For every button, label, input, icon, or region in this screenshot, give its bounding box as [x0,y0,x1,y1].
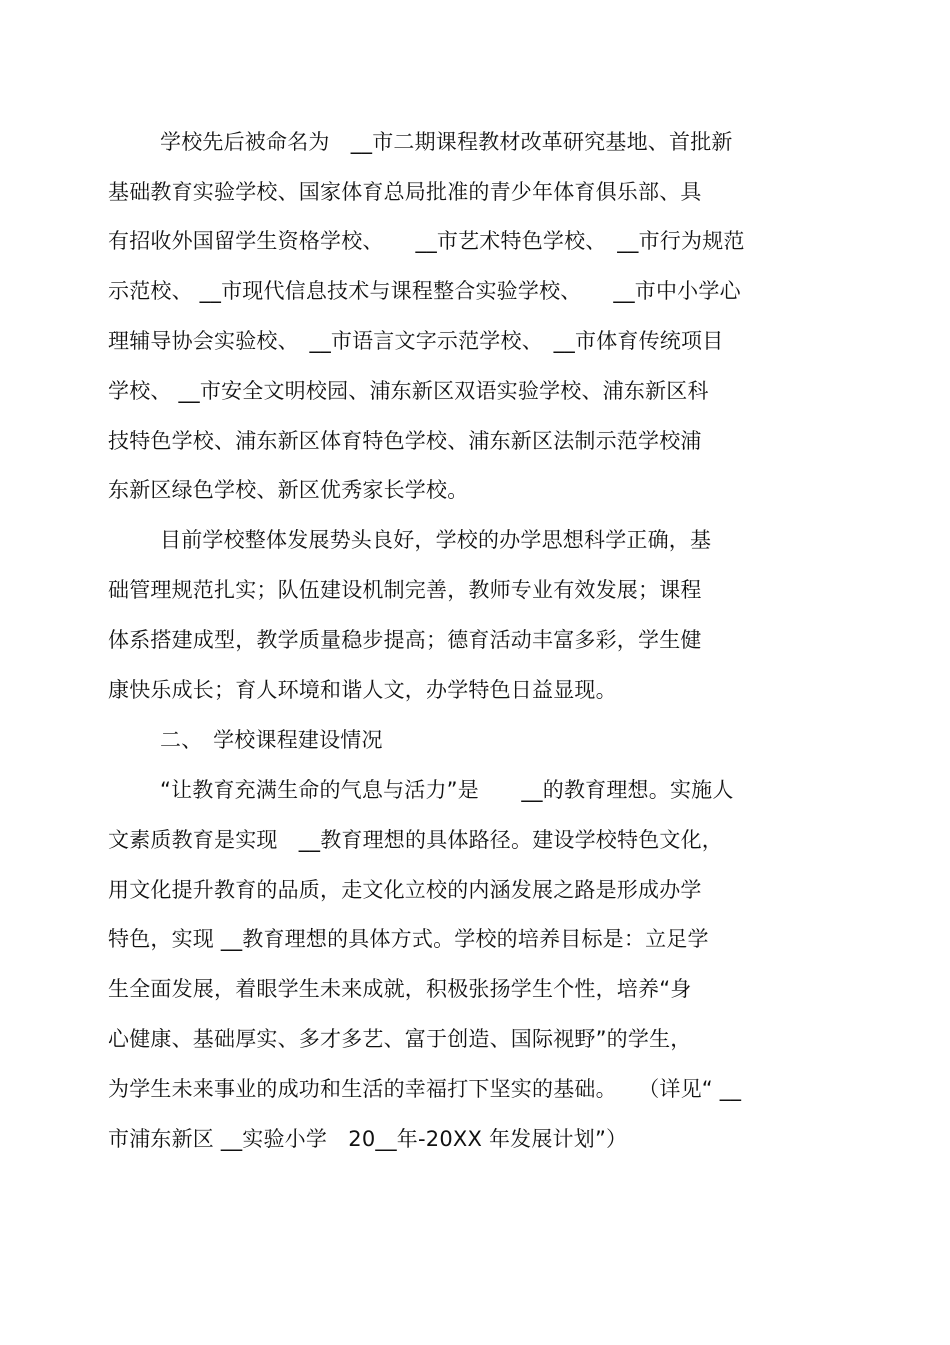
paragraph-line: 生全面发展，着眼学生未来成就，积极张扬学生个性，培养“身 [108,977,692,1001]
paragraph-line: 础管理规范扎实；队伍建设机制完善，教师专业有效发展；课程 [108,578,702,602]
paragraph-line: 理辅导协会实验校、 __市语言文字示范学校、 __市体育传统项目 [108,329,724,353]
paragraph-line: 市浦东新区 __实验小学 20__年-20XX 年发展计划”） [108,1127,628,1151]
paragraph-line: 康快乐成长；育人环境和谐人文，办学特色日益显现。 [108,678,617,702]
paragraph-line: 示范校、 __市现代信息技术与课程整合实验学校、 __市中小学心 [108,279,741,303]
paragraph-line: 文素质教育是实现 __教育理想的具体路径。建设学校特色文化， [108,828,723,852]
paragraph-line: 基础教育实验学校、国家体育总局批准的青少年体育俱乐部、具 [108,180,702,204]
paragraph-line: 有招收外国留学生资格学校、 __市艺术特色学校、 __市行为规范 [108,229,745,253]
paragraph-line: 学校先后被命名为 __市二期课程教材改革研究基地、首批新 [160,130,733,154]
paragraph-line: 用文化提升教育的品质，走文化立校的内涵发展之路是形成办学 [108,878,702,902]
section-heading: 二、 学校课程建设情况 [160,728,383,752]
paragraph-line: 为学生未来事业的成功和生活的幸福打下坚实的基础。 （详见“ __ [108,1077,742,1101]
paragraph-line: 东新区绿色学校、新区优秀家长学校。 [108,478,469,502]
paragraph-line: 心健康、基础厚实、多才多艺、富于创造、国际视野”的学生， [108,1027,692,1051]
paragraph-line: 技特色学校、浦东新区体育特色学校、浦东新区法制示范学校浦 [108,429,702,453]
paragraph-line: 特色，实现 __教育理想的具体方式。学校的培养目标是：立足学 [108,927,709,951]
paragraph-line: 体系搭建成型，教学质量稳步提高；德育活动丰富多彩，学生健 [108,628,702,652]
paragraph-line: 学校、 __市安全文明校园、浦东新区双语实验学校、浦东新区科 [108,379,709,403]
paragraph-line: 目前学校整体发展势头良好，学校的办学思想科学正确，基 [160,528,712,552]
paragraph-line: “让教育充满生命的气息与活力”是 __的教育理想。实施人 [160,778,734,802]
